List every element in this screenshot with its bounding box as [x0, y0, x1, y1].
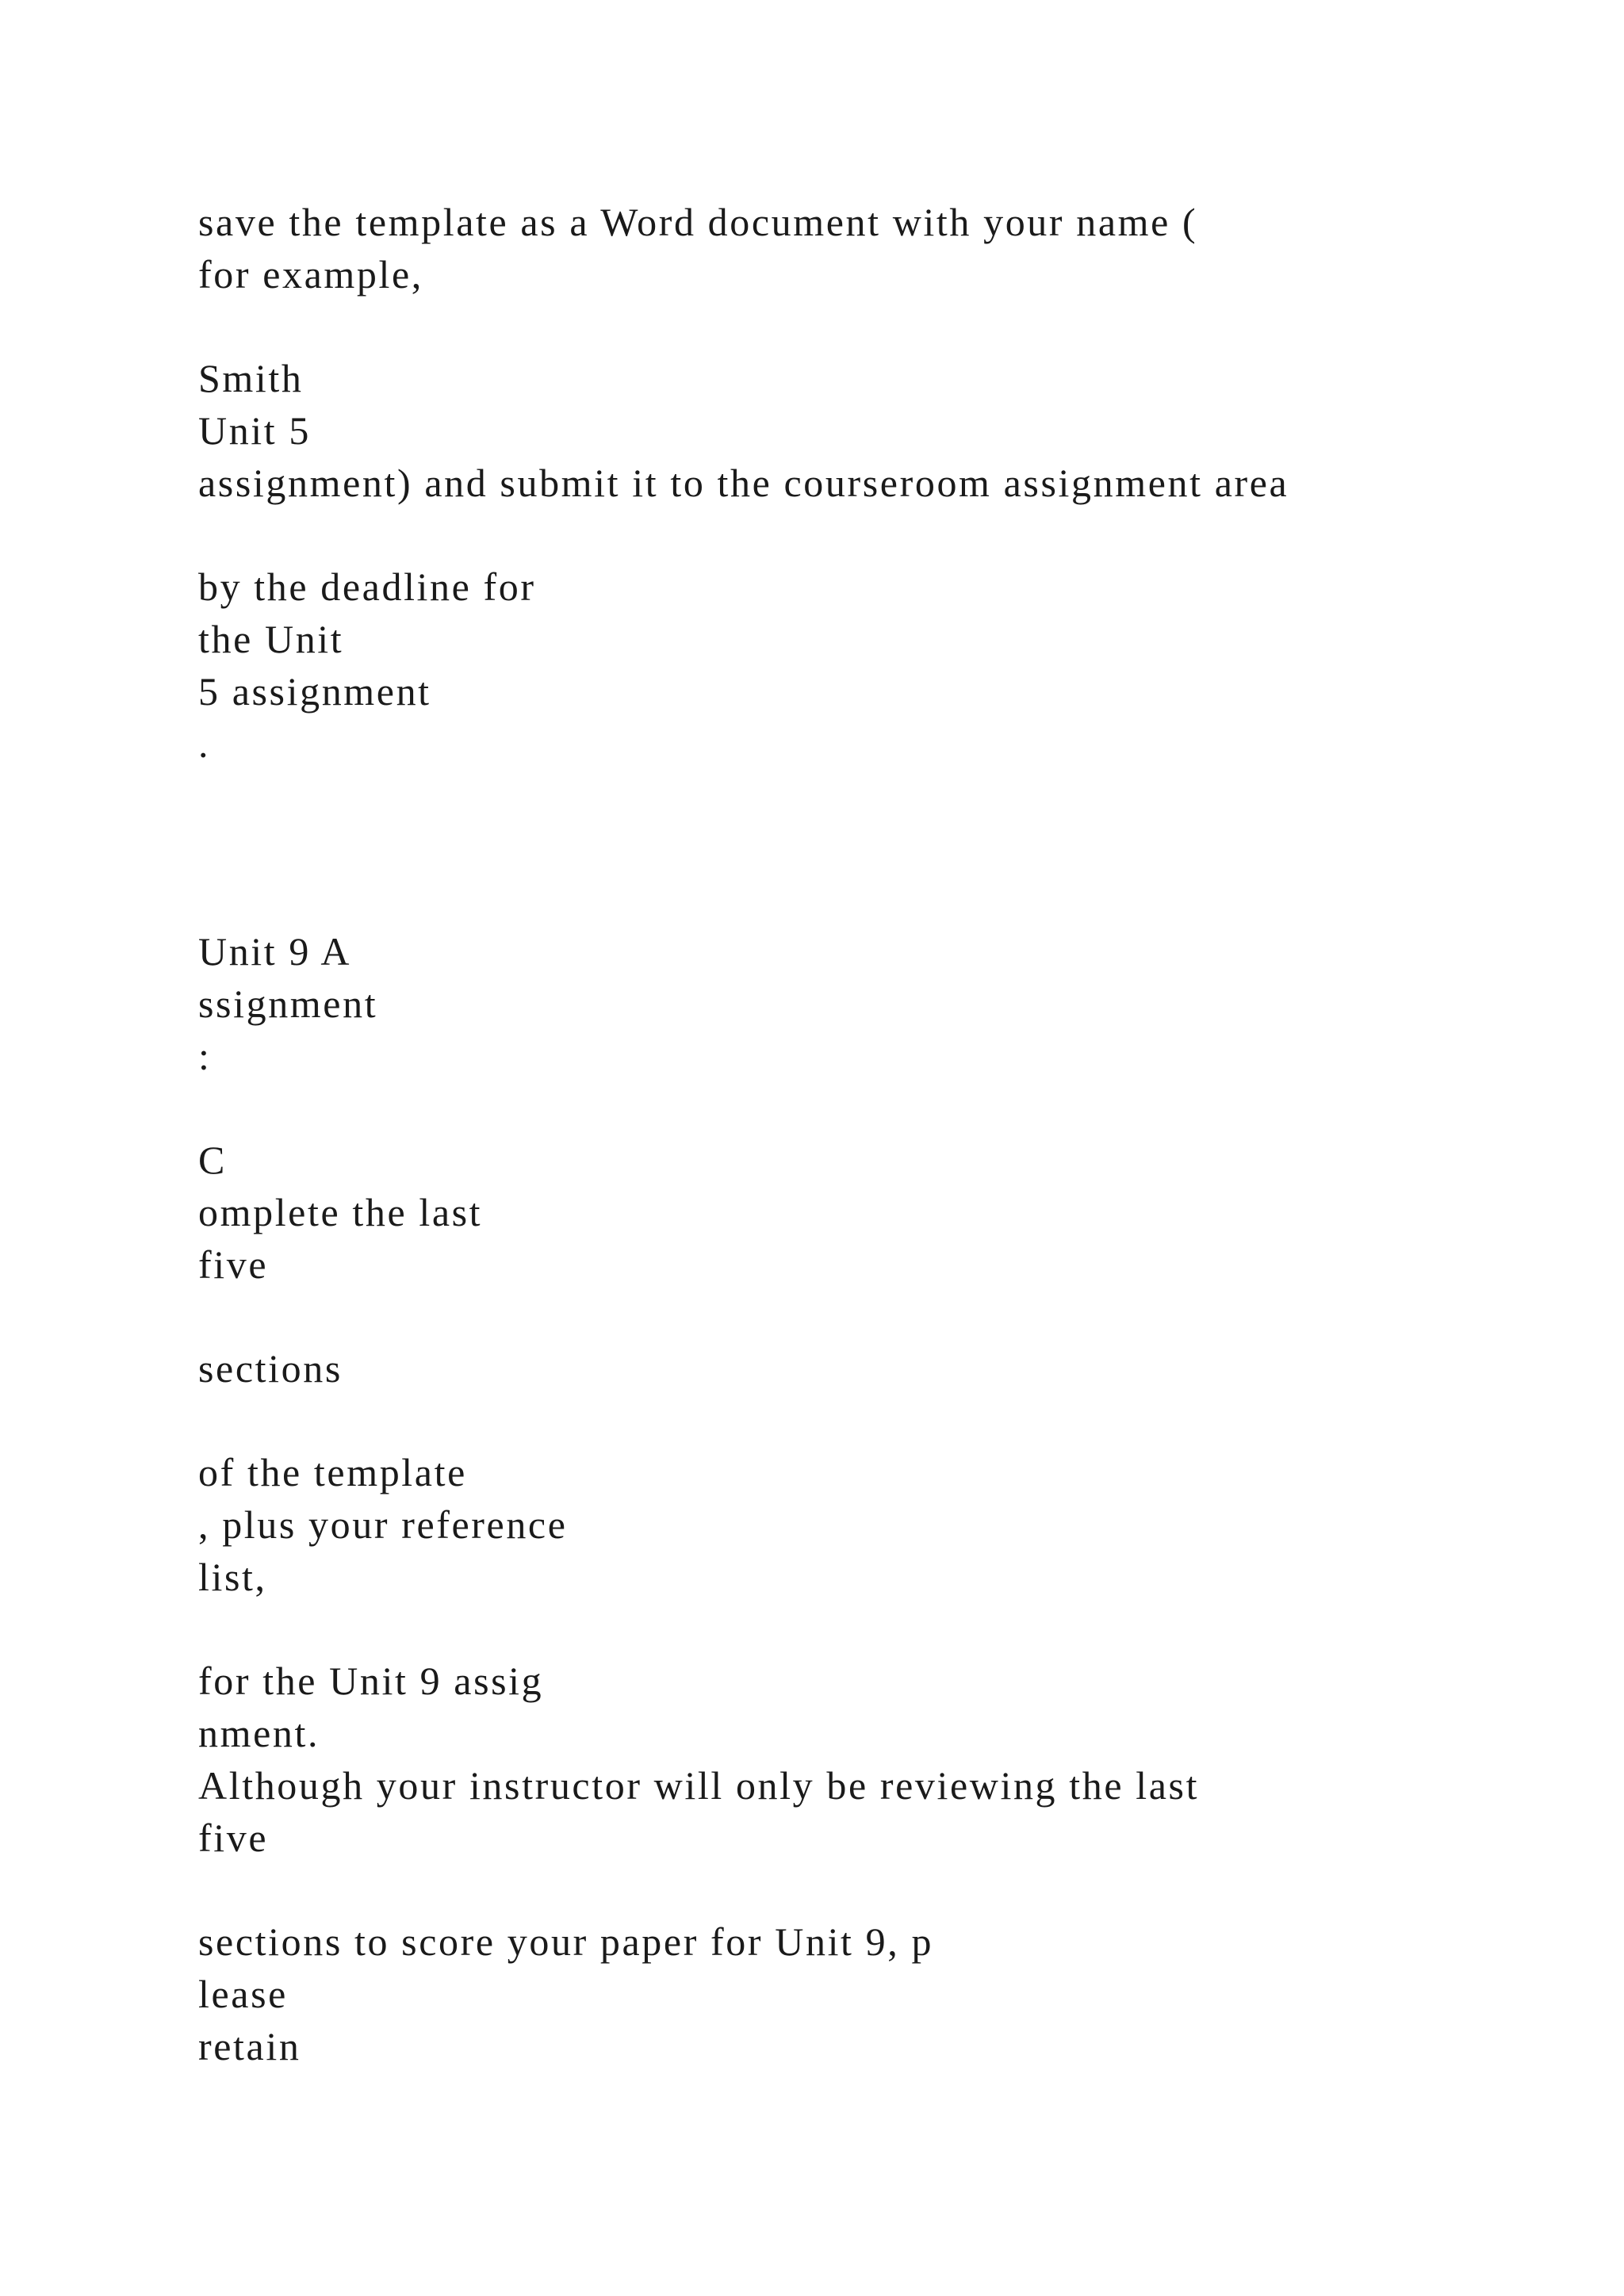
text-line: lease: [198, 1972, 288, 2016]
text-line: , plus your reference: [198, 1502, 568, 1547]
text-line: sections: [198, 1346, 343, 1391]
text-line: Unit 5: [198, 408, 311, 453]
text-line: .: [198, 721, 211, 766]
text-line: Although your instructor will only be reviewing the last: [198, 1763, 1200, 1808]
text-line: C: [198, 1138, 227, 1182]
text-line: omplete the last: [198, 1190, 483, 1234]
text-line: Smith: [198, 356, 304, 400]
text-line: Unit 9 A: [198, 929, 352, 974]
text-line: for example,: [198, 252, 423, 297]
text-line: :: [198, 1034, 212, 1078]
text-line: nment.: [198, 1711, 320, 1755]
text-line: list,: [198, 1555, 267, 1599]
text-line: sections to score your paper for Unit 9, p: [198, 1919, 934, 1964]
text-line: the Unit: [198, 617, 344, 661]
text-line: ssignment: [198, 982, 378, 1026]
text-line: five: [198, 1242, 269, 1287]
text-line: for the Unit 9 assig: [198, 1659, 544, 1703]
text-line: assignment) and submit it to the courseroom assignment area: [198, 461, 1289, 505]
text-line: of the template: [198, 1450, 467, 1494]
text-line: save the template as a Word document with your name (: [198, 200, 1198, 244]
text-line: retain: [198, 2024, 301, 2068]
text-line: 5 assignment: [198, 669, 431, 714]
text-line: five: [198, 1816, 269, 1860]
text-line: by the deadline for: [198, 564, 536, 609]
